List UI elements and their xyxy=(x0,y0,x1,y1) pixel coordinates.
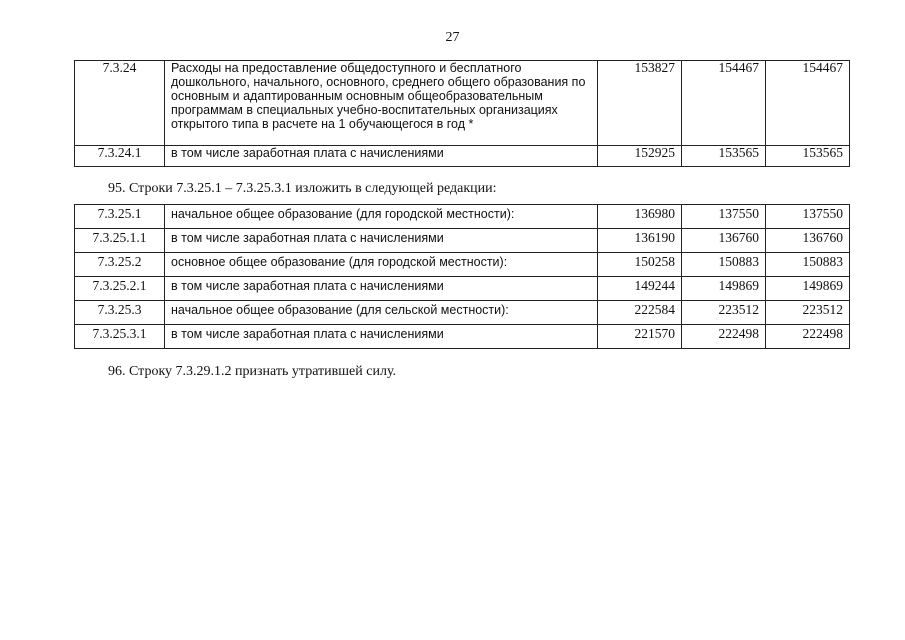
row-code: 7.3.24 xyxy=(75,61,165,146)
row-code: 7.3.25.3.1 xyxy=(75,325,165,349)
row-value-3: 136760 xyxy=(766,229,850,253)
table-7-3-24 xyxy=(74,60,850,167)
paragraph-95: 95. Строки 7.3.25.1 – 7.3.25.3.1 изложить в следующей редакции: xyxy=(108,181,497,196)
row-code: 7.3.25.1.1 xyxy=(75,229,165,253)
row-code: 7.3.25.1 xyxy=(75,205,165,229)
row-value-2: 222498 xyxy=(682,325,766,349)
row-value-2: 154467 xyxy=(682,61,766,146)
row-description: основное общее образование (для городской местности): xyxy=(165,253,598,277)
row-value-1: 152925 xyxy=(598,146,682,167)
row-description: Расходы на предоставление общедоступного и бесплатного дошкольного, начального, основного, среднего общего образования по основным и адаптированным основным общеобразовательным программам в специальных учебно-воспитательных организациях открытого типа в расчете на 1 обучающегося в год * xyxy=(165,61,598,146)
page-number: 27 xyxy=(445,30,460,45)
row-value-3: 137550 xyxy=(766,205,850,229)
row-value-2: 153565 xyxy=(682,146,766,167)
row-code: 7.3.24.1 xyxy=(75,146,165,167)
row-description: начальное общее образование (для сельской местности): xyxy=(165,301,598,325)
row-value-2: 136760 xyxy=(682,229,766,253)
row-value-2: 150883 xyxy=(682,253,766,277)
table-row xyxy=(75,229,850,253)
row-value-1: 222584 xyxy=(598,301,682,325)
row-value-1: 136190 xyxy=(598,229,682,253)
row-value-2: 137550 xyxy=(682,205,766,229)
row-value-3: 154467 xyxy=(766,61,850,146)
table-7-3-25 xyxy=(74,204,850,349)
row-value-1: 150258 xyxy=(598,253,682,277)
table-row xyxy=(75,253,850,277)
row-value-3: 153565 xyxy=(766,146,850,167)
paragraph-96: 96. Строку 7.3.29.1.2 признать утратившей силу. xyxy=(108,364,397,379)
table-row xyxy=(75,61,850,146)
table-row xyxy=(75,301,850,325)
row-value-1: 149244 xyxy=(598,277,682,301)
row-value-3: 150883 xyxy=(766,253,850,277)
row-value-1: 136980 xyxy=(598,205,682,229)
table-row xyxy=(75,205,850,229)
row-value-3: 222498 xyxy=(766,325,850,349)
row-description: в том числе заработная плата с начислениями xyxy=(165,277,598,301)
row-description: в том числе заработная плата с начислениями xyxy=(165,229,598,253)
row-value-3: 223512 xyxy=(766,301,850,325)
row-value-2: 149869 xyxy=(682,277,766,301)
row-value-3: 149869 xyxy=(766,277,850,301)
row-description: начальное общее образование (для городской местности): xyxy=(165,205,598,229)
row-code: 7.3.25.2 xyxy=(75,253,165,277)
table-row xyxy=(75,325,850,349)
row-value-1: 153827 xyxy=(598,61,682,146)
row-description: в том числе заработная плата с начислениями xyxy=(165,146,598,167)
row-description: в том числе заработная плата с начислениями xyxy=(165,325,598,349)
row-value-2: 223512 xyxy=(682,301,766,325)
row-code: 7.3.25.3 xyxy=(75,301,165,325)
table-row xyxy=(75,277,850,301)
row-code: 7.3.25.2.1 xyxy=(75,277,165,301)
table-row xyxy=(75,146,850,167)
row-value-1: 221570 xyxy=(598,325,682,349)
